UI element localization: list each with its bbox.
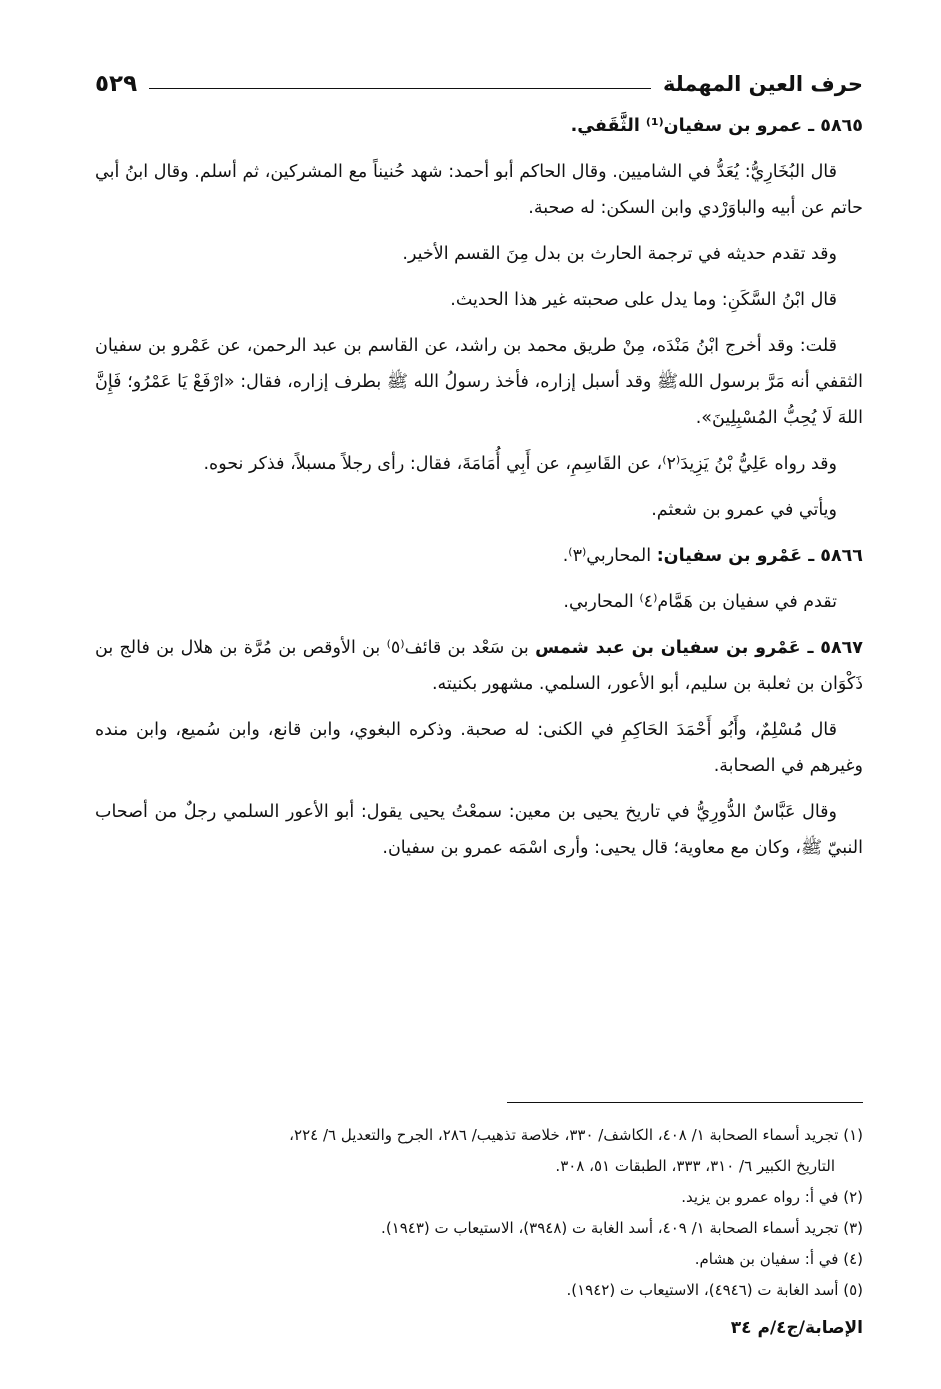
paragraph: ويأتي في عمرو بن شعثم.	[651, 500, 837, 520]
entry-5867-rest: بن سَعْد بن قائف⁽٥⁾ بن الأوقص بن مُرَّة بن هلال بن فالج بن ذَكْوَان بن ثعلبة بن سليم، أبو الأعور، السلمي. مشهور بكنيته.	[95, 638, 863, 694]
footnote-1-continued: التاريخ الكبير ٦/ ٣١٠، ٣٣٣، الطبقات ٥١، ٣٠٨.	[555, 1157, 835, 1175]
main-text	[95, 108, 863, 876]
paragraph: وقال عَبَّاسٌ الدُّورِيُّ في تاريخ يحيى بن معين: سمعْتُ يحيى يقول: أبو الأعور السلمي رجلٌ من أصحاب النبيّ ﷺ، وكان مع معاوية؛ قال يحيى: وأرى اسْمَه عمرو بن سفيان.	[95, 802, 863, 858]
paragraph: وقد تقدم حديثه في ترجمة الحارث بن بدل مِنَ القسم الأخير.	[402, 244, 837, 264]
footnote-5: (٥) أسد الغابة ت (٤٩٤٦)، الاستيعاب ت (١٩٤٢).	[566, 1281, 863, 1299]
entry-5866-title: ٥٨٦٦ ـ عَمْرو بن سفيان:	[656, 546, 863, 566]
paragraph: قلت: وقد أخرج ابْنُ مَنْدَه، مِنْ طريق محمد بن راشد، عن القاسم بن عبد الرحمن، عن عَمْرو بن سفيان الثقفي أنه مَرَّ برسول اللهﷺ وقد أسبل إزاره، فأخذ رسولُ الله ﷺ بطرف إزاره، فقال: «ارْفَعْ يَا عَمْرُو؛ فَإِنَّ اللهَ لَا يُحِبُّ المُسْبِلِينَ».	[95, 336, 863, 428]
header-rule	[149, 88, 651, 89]
paragraph: قال البُخَارِيُّ: يُعَدُّ في الشاميين. وقال الحاكم أبو أحمد: شهد حُنيناً مع المشركين، ثم أسلم. وقال ابنُ أبي حاتم عن أبيه والباوَرْدي وابن السكن: له صحبة.	[95, 162, 863, 218]
footnote-1: (١) تجريد أسماء الصحابة ١/ ٤٠٨، الكاشف/ ٣٣٠، خلاصة تذهيب/ ٢٨٦، الجرح والتعديل ٦/ ٢٢٤،	[289, 1126, 863, 1144]
entry-5867-title: ٥٨٦٧ ـ عَمْرو بن سفيان بن عبد شمس	[535, 638, 863, 658]
footnotes	[95, 1120, 863, 1306]
footnote-4: (٤) في أ: سفيان بن هشام.	[694, 1250, 863, 1268]
signature-mark: الإصابة/ج٤/م ٣٤	[730, 1318, 863, 1338]
footnote-3: (٣) تجريد أسماء الصحابة ١/ ٤٠٩، أسد الغابة ت (٣٩٤٨)، الاستيعاب ت (١٩٤٣).	[381, 1219, 863, 1237]
entry-5866	[95, 538, 863, 574]
entry-5867	[95, 630, 863, 702]
paragraph: قال ابْنُ السَّكَنِ: وما يدل على صحبته غير هذا الحديث.	[450, 290, 837, 310]
paragraph: وقد رواه عَلِيُّ بْنُ يَزِيدَ⁽٢⁾، عن القَاسِمِ، عن أَبِي أُمَامَةَ، فقال: رأى رجلاً مسبلاً، فذكر نحوه.	[203, 454, 837, 474]
chapter-title: حرف العين المهملة	[662, 72, 863, 96]
entry-5866-rest: المحاربي⁽٣⁾.	[562, 546, 657, 566]
footnote-2: (٢) في أ: رواه عمرو بن يزيد.	[681, 1188, 863, 1206]
page-number: ٥٢٩	[95, 71, 138, 97]
paragraph: تقدم في سفيان بن هَمَّام⁽٤⁾ المحاربي.	[563, 592, 837, 612]
page-header	[95, 64, 863, 104]
paragraph: قال مُسْلِمٌ، وأَبُو أَحْمَدَ الحَاكِمِ في الكنى: له صحبة. وذكره البغوي، وابن قانع، وابن سُميع، وابن منده وغيرهم في الصحابة.	[95, 720, 863, 776]
footnote-divider	[507, 1102, 863, 1103]
entry-5865-title: ٥٨٦٥ ـ عمرو بن سفيان⁽¹⁾ الثَّقَفي.	[570, 116, 863, 136]
